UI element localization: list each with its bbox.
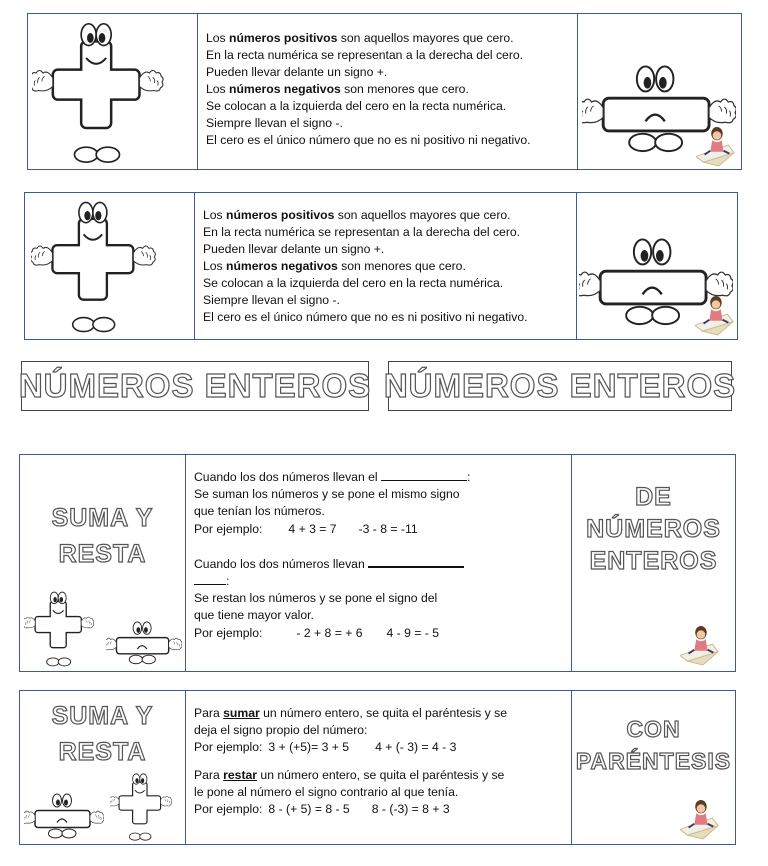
minus-character-icon: [106, 613, 182, 667]
title-suma-y: SUMA Y: [51, 702, 154, 730]
plus-character-icon: [32, 18, 182, 168]
title-box-left: [18, 361, 372, 411]
teacher-on-paper-plane-icon: [696, 124, 736, 168]
minus-character-cell: [576, 193, 737, 339]
title-numeros-enteros: NÚMEROS ENTEROS: [18, 367, 372, 404]
info-card-2: [24, 192, 738, 340]
teacher-on-paper-plane-icon: [680, 797, 720, 841]
title-parentesis: PARÉNTESIS: [575, 748, 732, 774]
title-resta: RESTA: [58, 540, 147, 568]
teacher-on-paper-plane-icon: [695, 293, 735, 337]
title-resta: RESTA: [58, 738, 147, 766]
teacher-on-paper-plane-icon: [680, 623, 720, 667]
definition-text: Los números positivos son aquellos mayores que cero. En la recta numérica se representan a la derecha del cero. Pueden llevar delante un signo +. Los números negativos son menores que cero. Se colocan a la izquierda del cero en la recta numérica. Siempre llevan el signo -. El cero es el único número que no es ni positivo ni negativo.: [194, 193, 576, 339]
right-title-cell: [571, 691, 735, 844]
plus-character-cell: [28, 14, 197, 169]
plus-character-cell: [25, 193, 194, 339]
title-numeros-enteros: NÚMEROS ENTEROS: [383, 367, 737, 404]
plus-character-icon: [110, 771, 180, 843]
plus-character-icon: [31, 197, 175, 337]
minus-character-cell: [577, 14, 741, 169]
title-box-right: [383, 361, 737, 411]
info-card-1: [27, 13, 742, 170]
plus-character-icon: [24, 589, 104, 669]
rules-text: Cuando los dos números llevan el : Se suman los números y se pone el mismo signo que tenían los números. Por ejemplo: 4 + 3 = 7 -3 - 8 = -11 Cuando los dos números llevan : Se restan los números y se pone el signo del que tiene mayor valor. Por ejemplo: - 2 + 8 = + 6 4 - 9 = - 5: [185, 455, 571, 671]
left-title-cell: [20, 455, 185, 671]
right-title-cell: [571, 455, 735, 671]
parenthesis-card: [19, 690, 736, 845]
minus-character-icon: [24, 785, 104, 841]
parenthesis-rules-text: Para sumar un número entero, se quita el paréntesis y se deja el signo propio del número: Por ejemplo: 3 + (+5)= 3 + 5 4 + (- 3) = 4 - 3 Para restar un número entero, se quita el paréntesis y se le pone al número el signo contrario al que tenía. Por ejemplo: 8 - (+ 5) = 8 - 5 8 - (-3) = 8 + 3: [185, 691, 571, 844]
left-title-cell: [20, 691, 185, 844]
title-numeros: NÚMEROS: [586, 515, 721, 543]
definition-text: Los números positivos son aquellos mayores que cero. En la recta numérica se representan a la derecha del cero. Pueden llevar delante un signo +. Los números negativos son menores que cero. Se colocan a la izquierda del cero en la recta numérica. Siempre llevan el signo -. El cero es el único número que no es ni positivo ni negativo.: [197, 14, 577, 169]
title-enteros: ENTEROS: [589, 547, 718, 575]
title-de: DE: [635, 483, 672, 511]
sum-rest-card: [19, 454, 736, 672]
title-suma-y: SUMA Y: [51, 504, 154, 532]
title-con: CON: [626, 716, 681, 742]
